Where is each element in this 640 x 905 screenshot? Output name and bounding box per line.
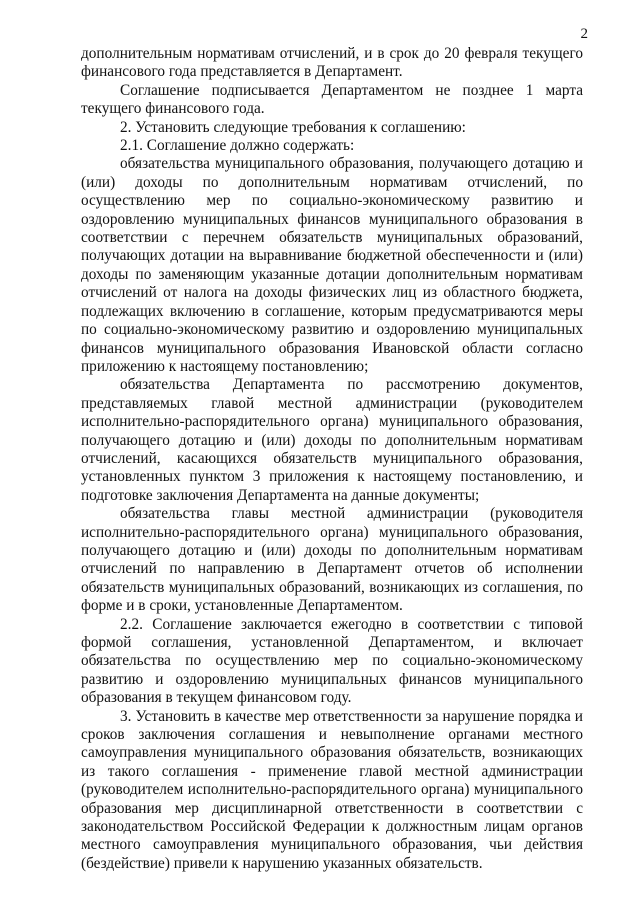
paragraph: 2.2. Соглашение заключается ежегодно в соответствии с типовой формой соглашения, установленной Департаментом, и включает обязательства по осуществлению мер по социально-экономическому развитию и оздоровлению муниципальных финансов муниципального образования в текущем финансовом году.: [81, 615, 583, 707]
paragraph: обязательства муниципального образования, получающего дотацию и (или) доходы по дополнительным нормативам отчислений, по осуществлению мер по социально-экономическому развитию и оздоровлению муниципальных финансов муниципального образования в соответствии с перечнем обязательств муниципальных образований, получающих дотации на выравнивание бюджетной обеспеченности и (или) доходы по заменяющим указанные дотации дополнительным нормативам отчислений от налога на доходы физических лиц из областного бюджета, подлежащих включению в соглашение, которым предусматриваются меры по социально-экономическому развитию и оздоровлению муниципальных финансов муниципального образования Ивановской области согласно приложению к настоящему постановлению;: [81, 155, 583, 375]
paragraph: 2.1. Соглашение должно содержать:: [120, 137, 355, 155]
paragraph: 2. Установить следующие требования к соглашению:: [120, 118, 466, 136]
paragraph: 3. Установить в качестве мер ответственности за нарушение порядка и сроков заключения соглашения и невыполнение органами местного самоуправления муниципального образования обязательств, возникающих из такого соглашения - применение главой местной администрации (руководителем исполнительно-распорядительного органа) муниципального образования мер дисциплинарной ответственности в соответствии с законодательством Российской Федерации к должностным лицам органов местного самоуправления муниципального образования, чьи действия (бездействие) привели к нарушению указанных обязательств.: [81, 707, 583, 872]
paragraph: дополнительным нормативам отчислений, и в срок до 20 февраля текущего финансового года представляется в Департамент.: [81, 45, 583, 81]
paragraph: обязательства главы местной администрации (руководителя исполнительно-распорядительного органа) муниципального образования, получающего дотацию и (или) доходы по дополнительным нормативам отчислений по направлению в Департамент отчетов об исполнении обязательств муниципальных образований, возникающих из соглашения, по форме и в сроки, установленные Департаментом.: [81, 505, 583, 615]
page-number: 2: [580, 26, 588, 42]
document-body: [81, 45, 583, 873]
paragraph: обязательства Департамента по рассмотрению документов, представляемых главой местной администрации (руководителем исполнительно-распорядительного органа) муниципального образования, получающего дотацию и (или) доходы по дополнительным нормативам отчислений, касающихся обязательств муниципального образования, установленных пунктом 3 приложения к настоящему постановлению, и подготовке заключения Департамента на данные документы;: [81, 376, 583, 504]
paragraph: Соглашение подписывается Департаментом не позднее 1 марта текущего финансового года.: [81, 81, 583, 118]
